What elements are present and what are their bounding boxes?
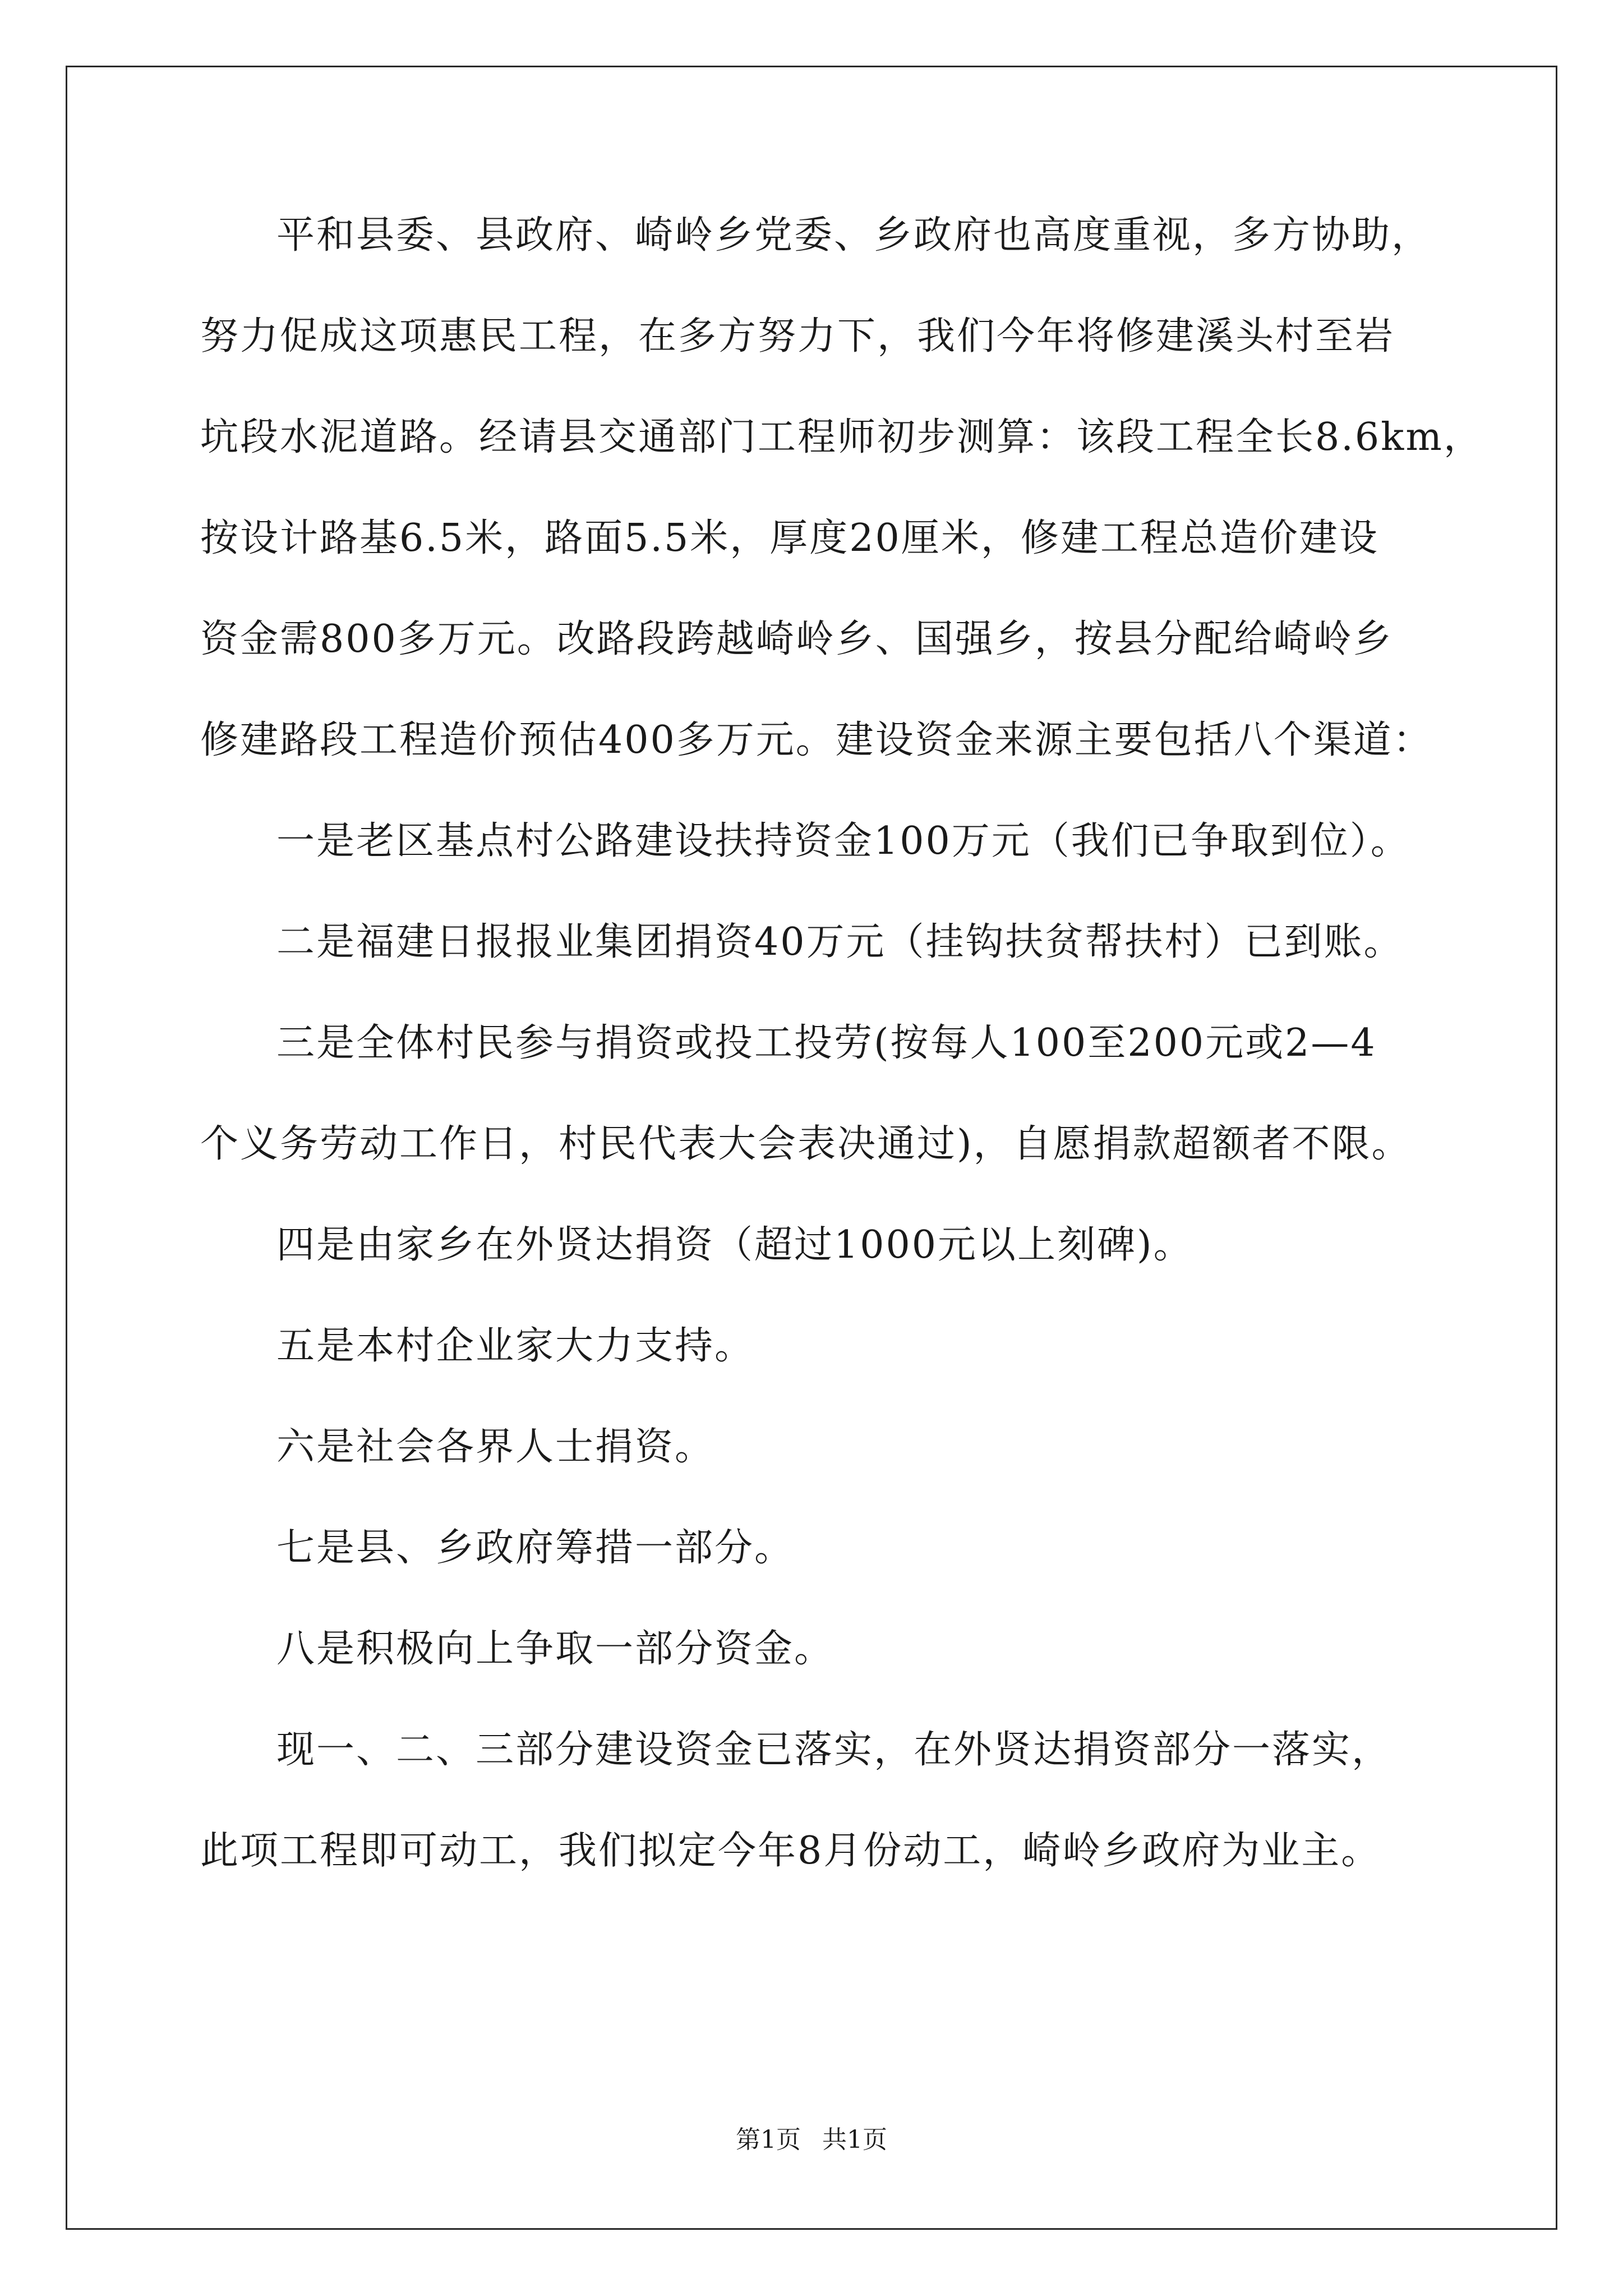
list-item: 四是由家乡在外贤达捐资（超过1000元以上刻碑)。 (276, 1223, 1193, 1267)
paragraph-line: 修建路段工程造价预估400多万元。建设资金来源主要包括八个渠道： (200, 718, 1433, 762)
list-item: 二是福建日报报业集团捐资40万元（挂钩扶贫帮扶村）已到账。 (276, 920, 1404, 964)
page-footer (0, 2124, 1623, 2156)
paragraph-line: 按设计路基6.5米，路面5.5米，厚度20厘米，修建工程总造价建设 (200, 516, 1379, 560)
list-item: 八是积极向上争取一部分资金。 (276, 1627, 834, 1671)
paragraph-line: 资金需800多万元。改路段跨越崎岭乡、国强乡，按县分配给崎岭乡 (200, 617, 1393, 661)
list-item: 六是社会各界人士捐资。 (276, 1425, 715, 1469)
paragraph-line: 此项工程即可动工，我们拟定今年8月份动工，崎岭乡政府为业主。 (200, 1829, 1381, 1873)
page-number: 第1页 (736, 2125, 801, 2154)
paragraph-line: 平和县委、县政府、崎岭乡党委、乡政府也高度重视，多方协助， (276, 213, 1432, 257)
page-total: 共1页 (822, 2125, 887, 2154)
list-item: 一是老区基点村公路建设扶持资金100万元（我们已争取到位）。 (276, 819, 1410, 863)
list-item-continuation: 个义务劳动工作日，村民代表大会表决通过)，自愿捐款超额者不限。 (200, 1122, 1412, 1166)
list-item: 三是全体村民参与捐资或投工投劳(按每人100至200元或2—4 (276, 1021, 1377, 1065)
list-item: 七是县、乡政府筹措一部分。 (276, 1526, 795, 1570)
paragraph-line: 坑段水泥道路。经请县交通部门工程师初步测算：该段工程全长8.6km， (200, 415, 1483, 459)
document-body (200, 208, 1483, 1924)
paragraph-line: 努力促成这项惠民工程，在多方努力下，我们今年将修建溪头村至岩 (200, 314, 1395, 358)
list-item: 五是本村企业家大力支持。 (276, 1324, 755, 1368)
paragraph-line: 现一、二、三部分建设资金已落实，在外贤达捐资部分一落实， (276, 1728, 1392, 1772)
